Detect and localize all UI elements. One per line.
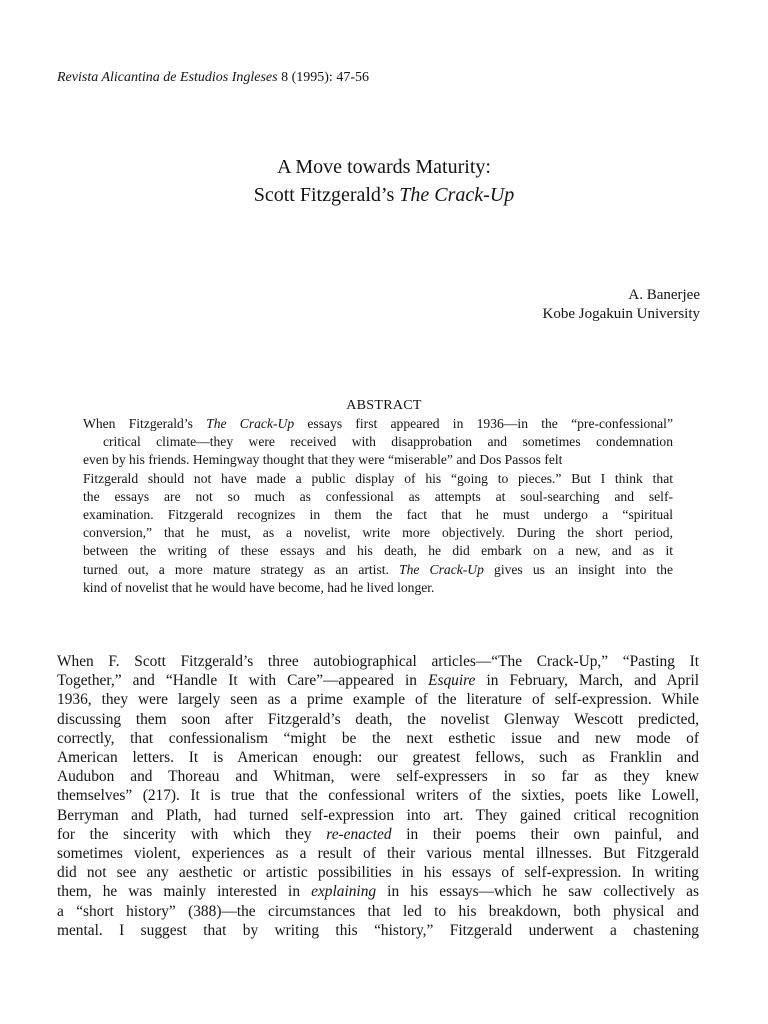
body-line: correctly, that confessionalism “might be the next esthetic issue and new mode of [57,729,699,747]
abstract-line: conversion,” that he must, as a novelist, write more objectively. During the short period, [83,525,673,541]
journal-name: Revista Alicantina de Estudios Ingleses [57,70,278,85]
journal-citation [57,70,369,86]
body-line: themselves” (217). It is true that the confessional writers of the sixties, poets like Lowell, [57,787,699,805]
body-line: for the sincerity with which they re-enacted in their poems their own painful, and [57,825,699,843]
abstract-line: When Fitzgerald’s The Crack-Up essays first appeared in 1936—in the “pre-confessional” [83,416,673,431]
body-line: Audubon and Thoreau and Whitman, were self-expressers in so far as they knew [57,768,699,786]
abstract-heading: ABSTRACT [346,398,422,413]
abstract-text [83,415,673,597]
body-line: did not see any aesthetic or artistic possibilities in his essays of self-expression. In writing [57,864,699,882]
abstract-line: Fitzgerald should not have made a public display of his “going to pieces.” But I think that [83,470,673,486]
article-title [0,153,768,209]
body-text [57,652,699,940]
body-line: 1936, they were largely seen as a prime example of the literature of self-expression. While [57,691,699,709]
body-line: Together,” and “Handle It with Care”—appeared in Esquire in February, March, and April [57,672,699,690]
body-line: them, he was mainly interested in explaining in his essays—which he saw collectively as [57,883,699,901]
journal-volume: 8 (1995): 47-56 [277,70,369,85]
body-line: When F. Scott Fitzgerald’s three autobiographical articles—“The Crack-Up,” “Pasting It [57,653,699,670]
author-affiliation: Kobe Jogakuin University [542,306,700,322]
body-line: discussing them soon after Fitzgerald’s death, the novelist Glenway Wescott predicted, [57,710,699,728]
abstract-line: turned out, a more mature strategy as an artist. The Crack-Up gives us an insight into the [83,561,673,577]
title-line-1: A Move towards Maturity: [277,156,491,178]
abstract-line: the essays are not so much as confessional as attempts at soul-searching and self- [83,488,673,504]
body-line: Berryman and Plath, had turned self-expression into art. They gained critical recognition [57,806,699,824]
body-line: American letters. It is American enough: our greatest fellows, such as Franklin and [57,749,699,767]
abstract-line: critical climate—they were received with disapprobation and sometimes condemnation [103,434,673,450]
title-line-2 [0,181,768,209]
title-italic: The Crack-Up [399,184,515,206]
abstract-line: even by his friends. Hemingway thought that they were “miserable” and Dos Passos felt [83,452,563,468]
body-line: mental. I suggest that by writing this “history,” Fitzgerald underwent a chastening [57,921,699,939]
body-line: sometimes violent, experiences as a result of their various mental illnesses. But Fitzgerald [57,845,699,863]
author-name: A. Banerjee [628,287,700,303]
title-prefix: Scott Fitzgerald’s [253,184,400,206]
abstract-line: examination. Fitzgerald recognizes in them the fact that he must undergo a “spiritual [83,507,673,523]
abstract-line: between the writing of these essays and his death, he did embark on a new, and as it [83,543,673,559]
author-block [543,286,700,324]
body-line: a “short history” (388)—the circumstances that led to his breakdown, both physical and [57,902,699,920]
abstract-line: kind of novelist that he would have become, had he lived longer. [83,579,435,595]
